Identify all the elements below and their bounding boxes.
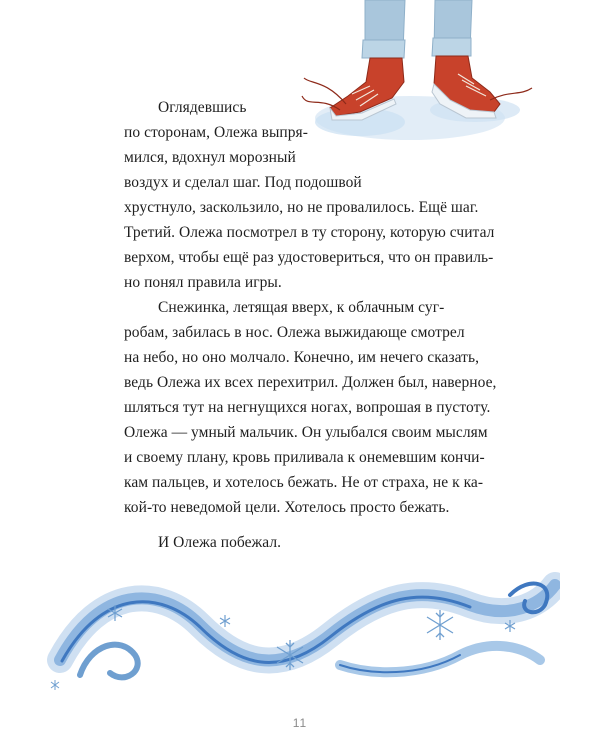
page-number: 11: [292, 716, 308, 730]
text-line: кам пальцев, и хотелось бежать. Не от страха, не к ка-: [124, 474, 484, 491]
illustration-legs-sneakers: [300, 0, 540, 150]
text-line: по сторонам, Олежа выпря-: [124, 124, 308, 141]
text-line: воздух и сделал шаг. Под подошвой: [124, 174, 362, 191]
text-line: Третий. Олежа посмотрел в ту сторону, которую считал: [124, 224, 495, 241]
text-line: И Олежа побежал.: [158, 534, 282, 551]
text-line: кой-то неведомой цели. Хотелось просто бежать.: [124, 499, 450, 516]
text-line: робам, забилась в нос. Олежа выжидающе смотрел: [124, 324, 465, 341]
text-line: хрустнуло, заскользило, но не провалилось. Ещё шаг.: [124, 199, 479, 216]
text-line: ведь Олежа их всех перехитрил. Должен был, наверное,: [124, 374, 497, 391]
text-line: Оглядевшись: [158, 99, 247, 116]
text-line: Олежа — умный мальчик. Он улыбался своим мыслям: [124, 424, 488, 441]
text-line: и своему плану, кровь приливала к онемевшим кончи-: [124, 449, 485, 466]
text-line: на небо, но оно молчало. Конечно, им нечего сказать,: [124, 349, 480, 366]
text-line: шляться тут на негнущихся ногах, вопрошая в пустоту.: [124, 399, 491, 416]
text-line: мился, вдохнул морозный: [124, 149, 296, 166]
text-line: верхом, чтобы ещё раз удостовериться, что он правиль-: [124, 249, 494, 266]
text-line: Снежинка, летящая вверх, к облачным суг-: [158, 299, 445, 316]
text-line: но понял правила игры.: [124, 274, 282, 291]
illustration-snow-swirl: [40, 565, 560, 695]
